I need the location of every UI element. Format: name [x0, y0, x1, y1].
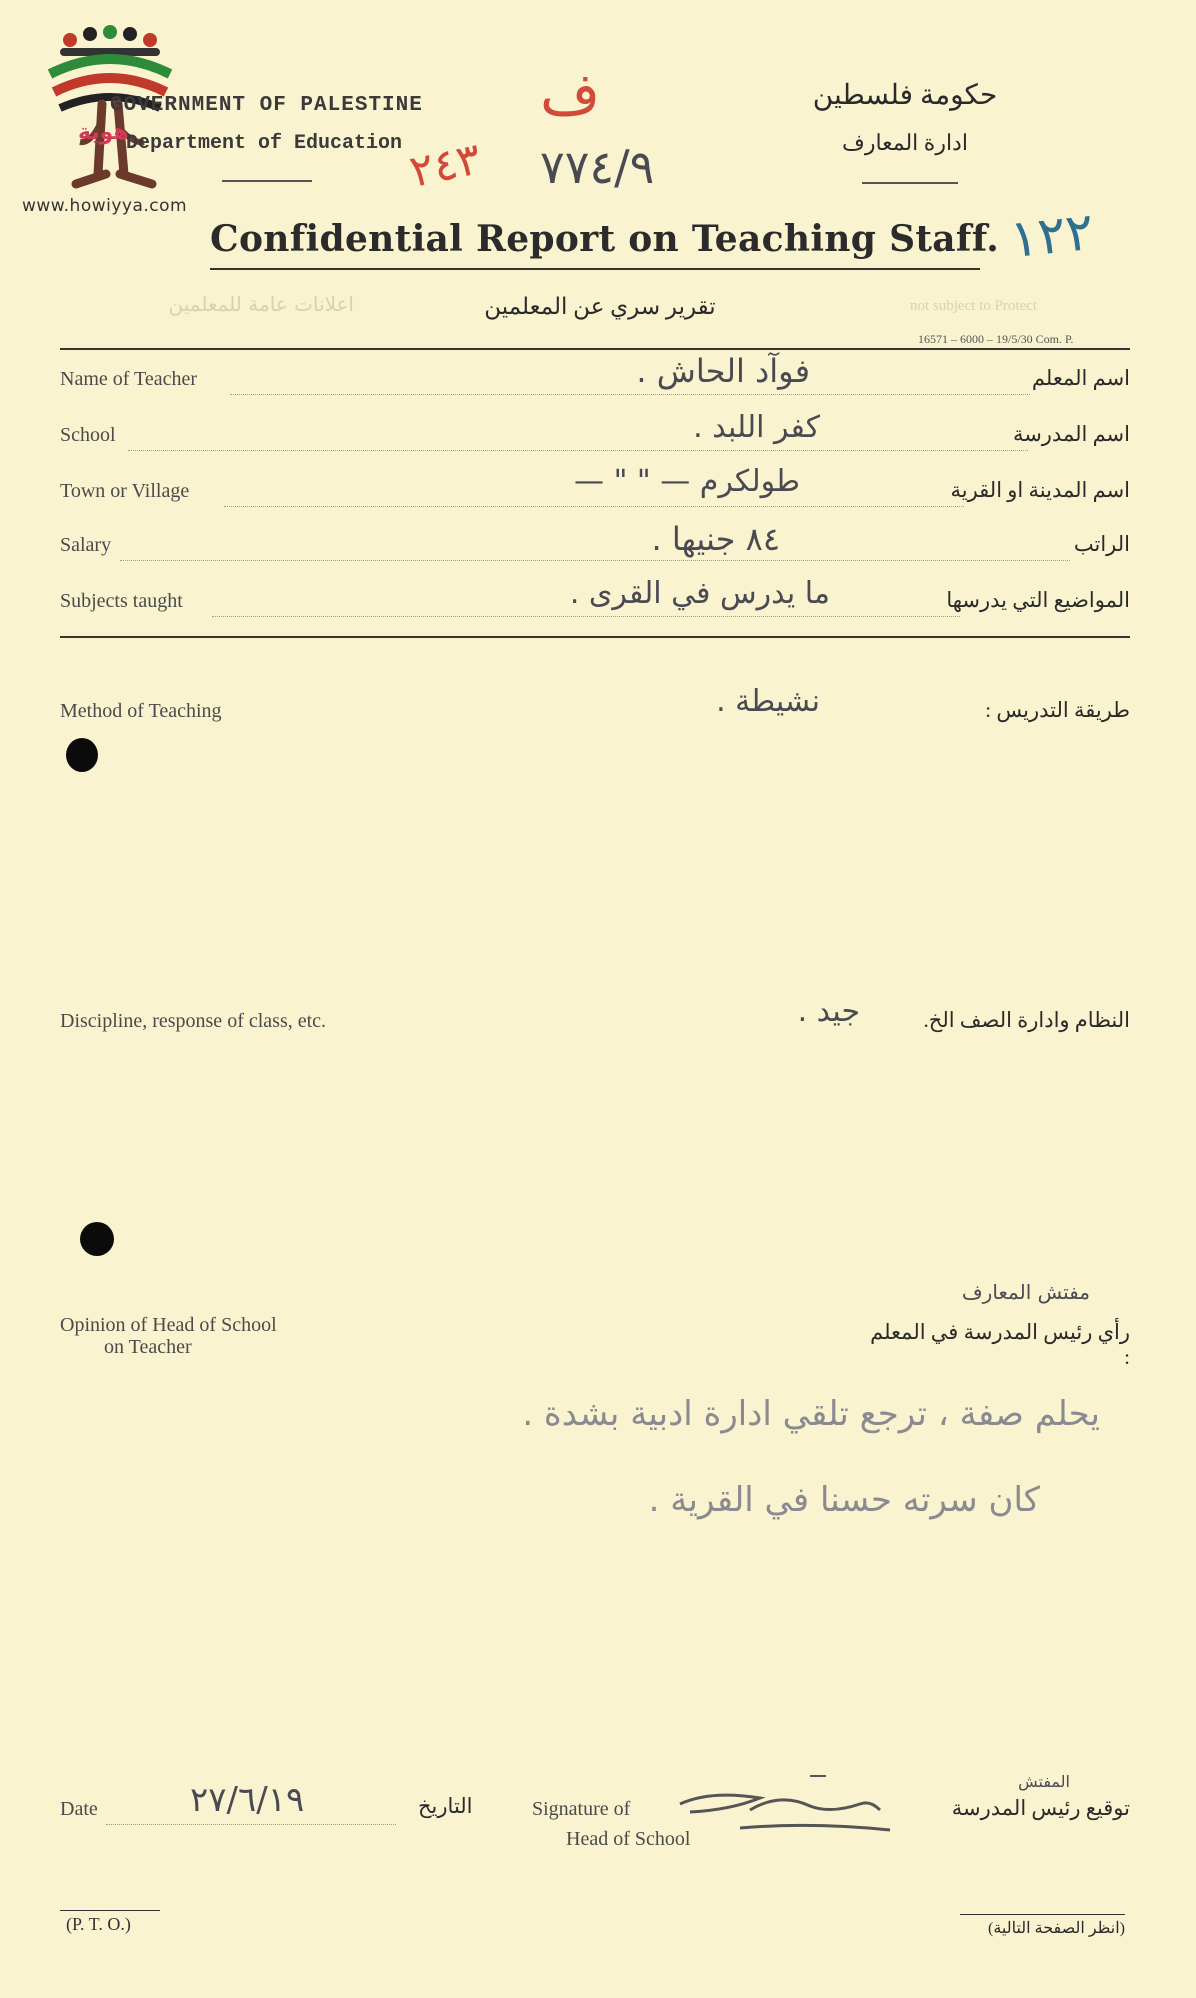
- red-mark: ف: [540, 60, 601, 128]
- label-ar-opinion: رأي رئيس المدرسة في المعلم :: [870, 1320, 1130, 1369]
- value-method-of-teaching: نشيطة .: [716, 684, 820, 719]
- label-ar-signature: توقيع رئيس المدرسة: [951, 1796, 1130, 1820]
- signature-scribble: [670, 1770, 900, 1850]
- field-line: [212, 616, 960, 617]
- header-en-subtitle: Department of Education: [126, 132, 403, 155]
- value-salary: ٨٤ جنيها .: [651, 520, 780, 558]
- label-ar-name-of-teacher: اسم المعلم: [1031, 366, 1130, 390]
- value-name-of-teacher: فوآد الحاش .: [636, 352, 810, 390]
- pto-arabic: (انظر الصفحة التالية): [987, 1920, 1125, 1937]
- field-line: [224, 506, 964, 507]
- label-town-or-village: Town or Village: [60, 480, 190, 502]
- label-ar-salary: الراتب: [1073, 532, 1130, 556]
- header-en-ornament: [222, 180, 312, 182]
- header-ar-title: حكومة فلسطين: [812, 80, 998, 111]
- value-town-or-village: طولكرم — " " —: [574, 464, 800, 499]
- section-rule-fields: [60, 636, 1130, 638]
- report-title: Confidential Report on Teaching Staff.: [210, 218, 1000, 260]
- opinion-correction: مفتش المعارف: [961, 1280, 1090, 1304]
- label-ar-town-or-village: اسم المدينة او القرية: [950, 478, 1130, 502]
- opinion-text-line1: يحلم صفة ، ترجع تلقي ادارة ادبية بشدة .: [522, 1394, 1100, 1434]
- label-ar-subjects-taught: المواضيع التي يدرسها: [946, 588, 1130, 612]
- faded-english-right: not subject to Protect: [910, 298, 1038, 314]
- label-method-of-teaching: Method of Teaching: [60, 700, 222, 722]
- label-date: Date: [60, 1798, 98, 1820]
- value-subjects-taught: ما يدرس في القرى .: [569, 576, 830, 611]
- header-ar-ornament: [862, 182, 958, 184]
- field-line: [128, 450, 1028, 451]
- value-discipline: جيد .: [797, 994, 860, 1029]
- logo-arabic-text: هوية: [78, 120, 129, 145]
- punch-hole: [66, 738, 98, 772]
- label-discipline: Discipline, response of class, etc.: [60, 1010, 327, 1032]
- date-line: [106, 1824, 396, 1825]
- punch-hole: [80, 1222, 114, 1256]
- label-signature-line1: Signature of: [532, 1798, 631, 1820]
- pto-rule-right: [960, 1914, 1125, 1915]
- label-school: School: [60, 424, 116, 446]
- faded-arabic-left: اعلانات عامة للمعلمين: [168, 292, 354, 316]
- label-name-of-teacher: Name of Teacher: [60, 368, 198, 390]
- pto-english: (P. T. O.): [66, 1914, 131, 1934]
- blue-number: ١٢٢: [1007, 201, 1097, 271]
- label-opinion-line2: on Teacher: [104, 1336, 192, 1358]
- opinion-text-line2: كان سرته حسنا في القرية .: [648, 1480, 1040, 1520]
- label-ar-date: التاريخ: [418, 1794, 473, 1818]
- pto-rule-left: [60, 1910, 160, 1911]
- report-title-arabic: تقرير سري عن المعلمين: [484, 294, 716, 319]
- file-number: ٧٧٤/٩: [540, 140, 655, 194]
- value-date: ٢٧/٦/١٩: [190, 1780, 305, 1820]
- label-ar-school: اسم المدرسة: [1012, 422, 1130, 446]
- label-salary: Salary: [60, 534, 112, 556]
- field-line: [230, 394, 1030, 395]
- section-rule-top: [60, 348, 1130, 350]
- header-ar-subtitle: ادارة المعارف: [842, 130, 968, 155]
- label-subjects-taught: Subjects taught: [60, 590, 183, 612]
- field-line: [120, 560, 1070, 561]
- red-number: ٢٤٣: [405, 133, 486, 198]
- header-en-title: GOVERNMENT OF PALESTINE: [110, 94, 423, 117]
- label-ar-method-of-teaching: طريقة التدريس :: [985, 698, 1130, 722]
- signature-correction: المفتش: [1018, 1772, 1070, 1791]
- title-underline: [210, 268, 980, 270]
- label-signature-line2: Head of School: [566, 1828, 691, 1850]
- print-code: 16571 – 6000 – 19/5/30 Com. P.: [918, 332, 1074, 346]
- value-school: كفر اللبد .: [693, 410, 820, 445]
- watermark-url: www.howiyya.com: [22, 196, 188, 216]
- label-opinion-line1: Opinion of Head of School: [60, 1314, 277, 1336]
- label-ar-discipline: النظام وادارة الصف الخ.: [923, 1008, 1130, 1032]
